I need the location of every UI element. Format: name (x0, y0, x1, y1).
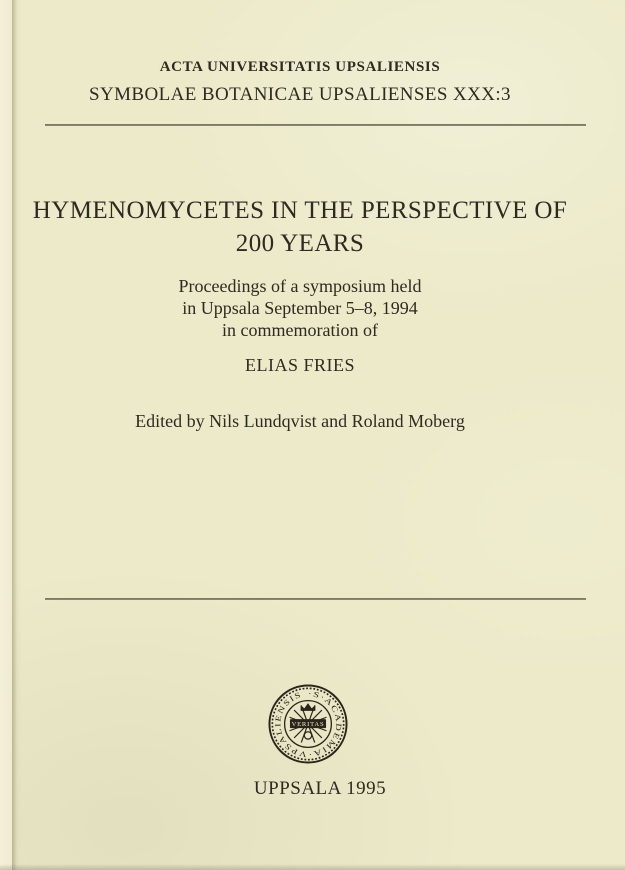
book-title-line2: 200 YEARS (235, 230, 365, 257)
series-title-line2: SYMBOLAE BOTANICAE UPSALIENSES XXX:3 (89, 84, 511, 105)
scan-bottom-shadow (0, 864, 625, 870)
imprint-line: UPPSALA 1995 (253, 778, 387, 799)
seal-rim-text: ·S·ACADEMIA·VPSALIENSIS (273, 689, 344, 760)
editors-line: Edited by Nils Lundqvist and Roland Moberg (135, 411, 465, 431)
seal-crown (301, 703, 316, 711)
horizontal-rule-top (45, 124, 586, 126)
book-title (30, 194, 570, 260)
book-title-line1: HYMENOMYCETES IN THE PERSPECTIVE OF (32, 197, 568, 224)
seal-orb (304, 732, 311, 739)
horizontal-rule-bottom (45, 598, 586, 600)
subtitle-line3: in commemoration of (222, 320, 378, 340)
seal-svg (267, 683, 349, 765)
series-title-line1: ACTA UNIVERSITATIS UPSALIENSIS (159, 59, 441, 75)
seal-motto-text: VERITAS (291, 721, 325, 729)
spine-crease-shadow (12, 0, 21, 870)
book-spine-edge (0, 0, 12, 870)
subtitle-line2: in Uppsala September 5–8, 1994 (182, 298, 418, 318)
uppsala-university-seal-icon (267, 683, 349, 765)
honoree-name: ELIAS FRIES (244, 355, 355, 375)
subtitle-line1: Proceedings of a symposium held (178, 276, 422, 296)
